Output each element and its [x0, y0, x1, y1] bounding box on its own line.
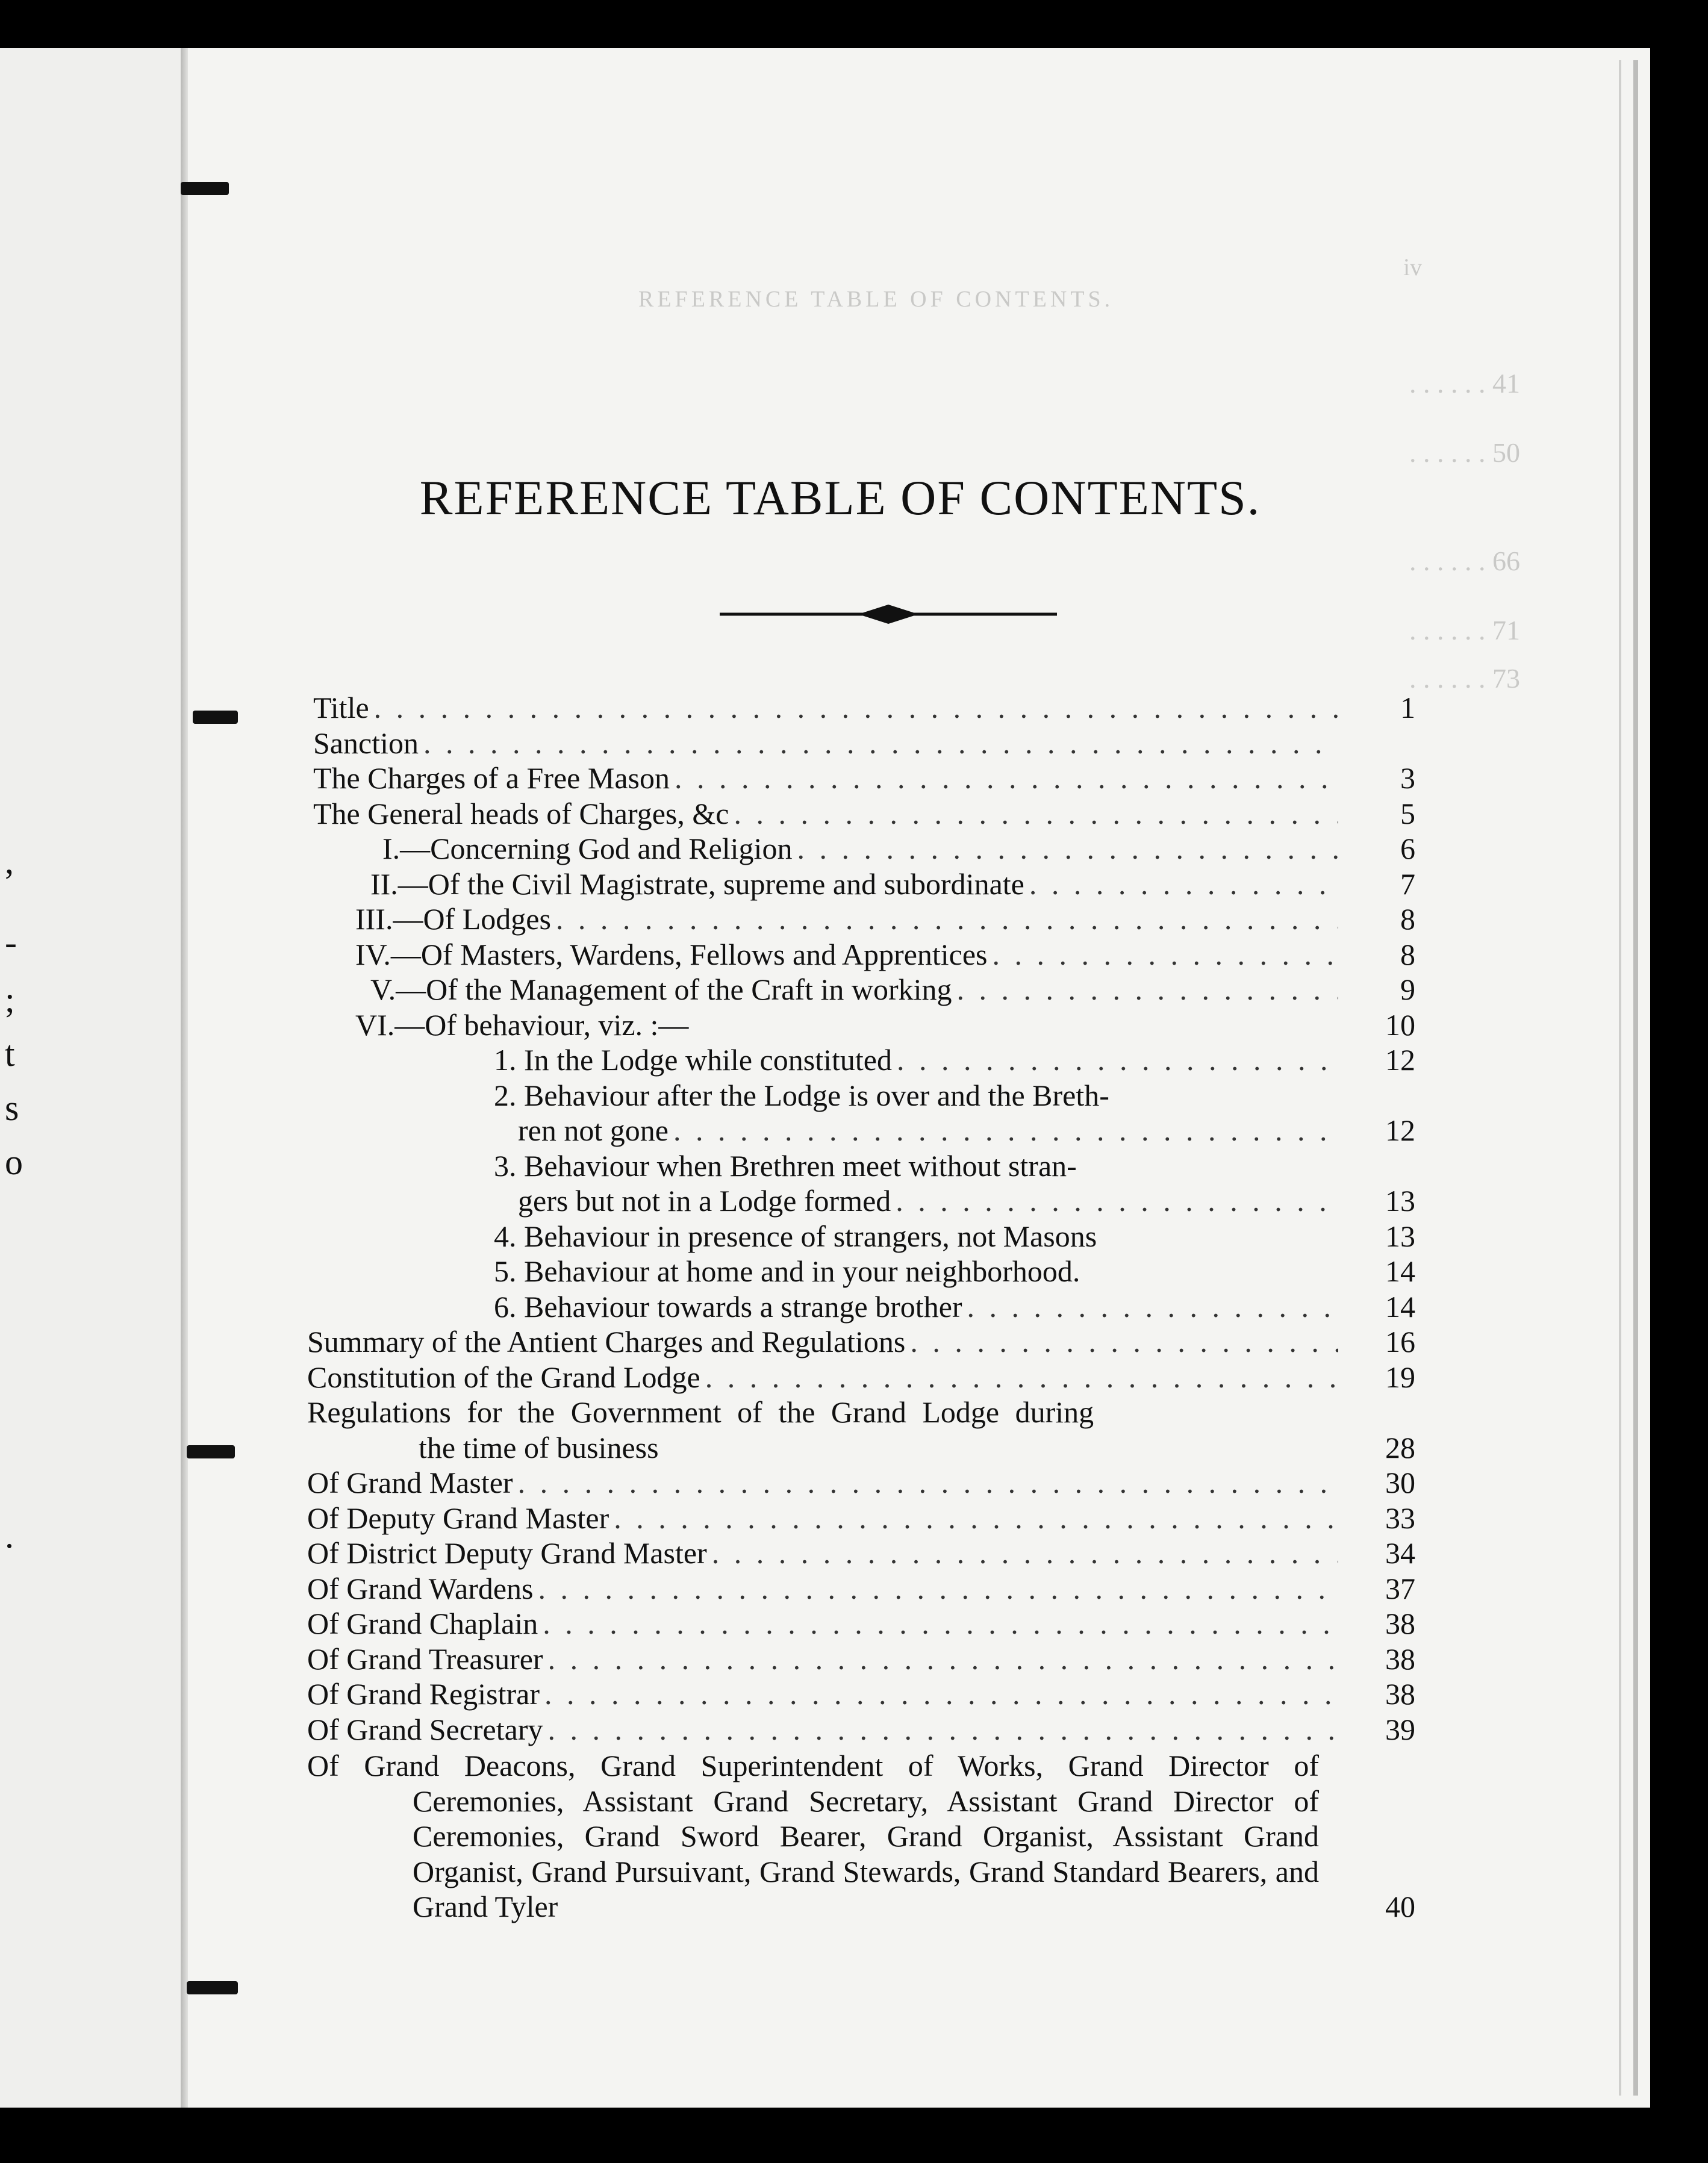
- page-edge-inner: [1619, 60, 1621, 2096]
- dot-leader: [797, 831, 1338, 867]
- toc-entry[interactable]: [307, 1501, 1421, 1536]
- toc-page-number: 40: [1385, 1890, 1415, 1923]
- toc-entry[interactable]: [313, 1254, 1421, 1289]
- toc-page-number: 8: [1400, 937, 1415, 971]
- toc-page-number: 13: [1385, 1184, 1415, 1218]
- toc-page-number: 12: [1385, 1113, 1415, 1147]
- margin-glyph: o: [5, 1142, 23, 1182]
- toc-entry-continuation[interactable]: [313, 1430, 1421, 1466]
- toc-entry-continuation[interactable]: [313, 1113, 1421, 1148]
- toc-entry[interactable]: [307, 1465, 1421, 1501]
- toc-page-number: 14: [1385, 1289, 1415, 1324]
- dot-leader: [548, 1642, 1338, 1677]
- toc-entry[interactable]: [313, 1219, 1421, 1254]
- dot-leader: [547, 1712, 1338, 1748]
- toc-entry-label: 5. Behaviour at home and in your neighborhood.: [494, 1254, 1080, 1288]
- toc-entry[interactable]: [313, 1042, 1421, 1078]
- toc-entry-label: Title: [313, 691, 369, 724]
- toc-entry-label: Of Grand Chaplain: [307, 1607, 538, 1640]
- toc-page-number: 6: [1400, 832, 1415, 865]
- binding-clip: [187, 1445, 235, 1458]
- toc-entry-label: the time of business: [419, 1430, 659, 1464]
- dot-leader: [734, 796, 1338, 832]
- dot-leader: [614, 1501, 1338, 1536]
- toc-entry-label: Of Grand Secretary: [307, 1712, 543, 1746]
- toc-entry[interactable]: [307, 1676, 1421, 1712]
- toc-entry[interactable]: [307, 1606, 1421, 1642]
- dot-leader: [910, 1324, 1338, 1360]
- toc-entry-label: III.—Of Lodges: [355, 902, 551, 936]
- margin-glyph: t: [5, 1034, 15, 1074]
- toc-entry-label: 4. Behaviour in presence of strangers, not Masons: [494, 1219, 1097, 1253]
- title-ornament-rule: [720, 596, 1057, 632]
- dot-leader: [544, 1676, 1338, 1712]
- toc-page-number: 7: [1400, 867, 1415, 901]
- toc-entry-label: VI.—Of behaviour, viz. :—: [355, 1007, 689, 1042]
- toc-page-number: 37: [1385, 1571, 1415, 1605]
- toc-page-number: 38: [1385, 1677, 1415, 1711]
- toc-entry-label: Of Grand Deacons, Grand Superintendent of Works, Grand Director of Ceremonies, Assistant Grand Secretary, Assistant Grand Director of Ceremonies, Grand Sword Bearer, Grand Organist, Assistant Grand Organist, Grand Pursuivant, Grand Stewards, Grand Standard Bearers, and Grand Tyler: [307, 1749, 1319, 1923]
- toc-page-number: 30: [1385, 1466, 1415, 1499]
- dot-leader: [538, 1571, 1339, 1607]
- toc-page-number: 34: [1385, 1536, 1415, 1570]
- toc-entry-label: gers but not in a Lodge formed: [518, 1184, 891, 1218]
- dot-leader: [543, 1606, 1338, 1642]
- toc-entry[interactable]: [313, 937, 1421, 973]
- scanned-page: , - ; t s o . iv REFERENCE TABLE OF CONTENTS. . . . . . . 41 . . . . . . 50 . . . . . . 66 . . . . . . 71 . . . . . . 73 REFERENCE TABLE OF CONTENTS. Title . . . 1 Sanction . . . The Charges of a Free Mason . . . 3 The General heads of Charges, &c . . . 5 I.—Concerning God and Religion . . . 6 II.—Of the Civil Magistrate, supreme and subordinate . . . 7 III.—Of Lodges . . . 8 IV.—Of Masters, Wardens, Fellows and Apprentices . . . 8 V.—Of the Management of the Craft in working . . . 9 VI.—Of behaviour, viz. :— 10 1. In the Lodge while constituted . . . 12 2. Behaviour after the Lodge is over and the Breth- ren not gone . . . 12 3. Behaviour when Brethren meet without stran- gers but not in a Lodge formed . . . 13 4. Behaviour in presence of strangers, not Masons 13 5. Behaviour at home and in your neighborhood. 14 6. Behaviour towards a strange brother . . . 14 Summary of the Antient Charges and Regulations . . . 16 Constitution of the Grand Lodge . . . 19 Regulations for the Government of the Grand Lodge during the time of business 28 Of Grand Master . . . 30 Of Deputy Grand Master . . . 33 Of District Deputy Grand Master . . . 34 Of Grand Wardens . . . 37 Of Grand Chaplain . . . 38 Of Grand Treasurer . . . 38 Of Grand Registrar . . . 38 Of Grand Secretary . . . 39 Of Grand Deacons, Grand Superintendent of Works, Grand Director of Ceremonies, Assistant Grand Secretary, Assistant Grand Director of Ceremonies, Grand Sword Bearer, Grand Organist, Assistant Grand Organist, Grand Pursuivant, Grand Stewards, Grand Standard Bearers, and Grand Tyler 40: [0, 48, 1650, 2108]
- binding-clip: [187, 1981, 238, 1994]
- toc-entry[interactable]: [313, 1289, 1421, 1325]
- toc-entry-label: 6. Behaviour towards a strange brother: [494, 1289, 962, 1324]
- toc-entry-label: Of Grand Wardens: [307, 1571, 534, 1605]
- dot-leader: [673, 1113, 1338, 1148]
- toc-entry-label: Of District Deputy Grand Master: [307, 1536, 707, 1570]
- dot-leader: [967, 1289, 1338, 1325]
- toc-page-number: 5: [1400, 796, 1415, 830]
- toc-entry[interactable]: [313, 972, 1421, 1007]
- margin-glyph: ;: [5, 980, 15, 1019]
- toc-entry-multiline[interactable]: [307, 1748, 1421, 1925]
- margin-glyph: -: [5, 923, 17, 962]
- toc-entry-label: 2. Behaviour after the Lodge is over and the Breth-: [494, 1078, 1109, 1112]
- margin-glyph: s: [5, 1088, 19, 1128]
- binding-clip: [181, 182, 229, 195]
- margin-glyph: .: [5, 1516, 14, 1555]
- toc-entry-continuation[interactable]: [313, 1183, 1421, 1219]
- dot-leader: [556, 901, 1338, 937]
- toc-page-number: 28: [1385, 1430, 1415, 1464]
- dot-leader: [518, 1465, 1338, 1501]
- toc-entry[interactable]: [307, 1571, 1421, 1607]
- page-title: REFERENCE TABLE OF CONTENTS.: [419, 470, 1261, 525]
- toc-entry-label: Summary of the Antient Charges and Regulations: [307, 1325, 906, 1358]
- toc-page-number: 9: [1400, 973, 1415, 1006]
- toc-entry-label: V.—Of the Management of the Craft in working: [370, 973, 952, 1006]
- toc-entry-label: Sanction: [313, 726, 419, 760]
- toc-entry-label: The General heads of Charges, &c: [313, 796, 729, 830]
- page-edge: [1633, 60, 1638, 2096]
- toc-entry[interactable]: [313, 690, 1421, 726]
- toc-entry[interactable]: [313, 1078, 1421, 1113]
- toc-entry[interactable]: [307, 1395, 1421, 1430]
- dot-leader: [957, 972, 1338, 1007]
- toc-entry-label: Regulations for the Government of the Grand Lodge during: [307, 1395, 1094, 1429]
- toc-page-number: 39: [1385, 1712, 1415, 1746]
- toc-entry-label: 1. In the Lodge while constituted: [494, 1043, 892, 1077]
- toc-page-number: 14: [1385, 1254, 1415, 1288]
- dot-leader: [896, 1183, 1338, 1219]
- toc-entry-label: IV.—Of Masters, Wardens, Fellows and Apprentices: [355, 937, 988, 971]
- toc-entry-label: Constitution of the Grand Lodge: [307, 1360, 700, 1394]
- dot-leader: [897, 1042, 1338, 1078]
- toc-entry-label: Of Grand Registrar: [307, 1677, 540, 1711]
- toc-entry[interactable]: [307, 1324, 1421, 1360]
- toc-page-number: 1: [1400, 691, 1415, 724]
- toc-entry[interactable]: [307, 1712, 1421, 1748]
- toc-entry[interactable]: [313, 867, 1421, 902]
- dot-leader: [374, 690, 1338, 726]
- toc-entry[interactable]: [313, 901, 1421, 937]
- toc-entry[interactable]: [313, 726, 1421, 761]
- dot-leader: [423, 726, 1338, 761]
- dot-leader: [712, 1536, 1338, 1571]
- dot-leader: [675, 761, 1338, 796]
- binding-clip: [193, 711, 238, 724]
- toc-page-number: 19: [1385, 1360, 1415, 1394]
- dot-leader: [993, 937, 1338, 973]
- toc-entry[interactable]: [307, 1360, 1421, 1395]
- binding-gutter: [181, 48, 188, 2108]
- toc-page-number: 8: [1400, 902, 1415, 936]
- toc-page-number: 38: [1385, 1642, 1415, 1676]
- toc-page-number: 10: [1385, 1007, 1415, 1042]
- toc-entry[interactable]: [313, 1007, 1421, 1043]
- toc-entry[interactable]: [307, 1642, 1421, 1677]
- toc-page-number: 3: [1400, 761, 1415, 795]
- dot-leader: [1029, 867, 1338, 902]
- toc-page-number: 33: [1385, 1501, 1415, 1535]
- dot-leader: [705, 1360, 1338, 1395]
- adjacent-page-strip: [0, 48, 184, 2108]
- table-of-contents: [307, 690, 1421, 1925]
- toc-entry[interactable]: [313, 796, 1421, 832]
- toc-page-number: 16: [1385, 1325, 1415, 1358]
- margin-glyph: ,: [5, 841, 14, 881]
- toc-entry-label: The Charges of a Free Mason: [313, 761, 670, 795]
- toc-entry-label: Of Grand Treasurer: [307, 1642, 543, 1676]
- toc-entry-label: 3. Behaviour when Brethren meet without stran-: [494, 1148, 1077, 1183]
- toc-entry[interactable]: [313, 1148, 1421, 1184]
- toc-entry[interactable]: [313, 761, 1421, 796]
- toc-entry-label: ren not gone: [518, 1113, 669, 1147]
- toc-entry[interactable]: [313, 831, 1421, 867]
- toc-page-number: 13: [1385, 1219, 1415, 1253]
- toc-entry-label: Of Grand Master: [307, 1466, 513, 1499]
- toc-page-number: 12: [1385, 1043, 1415, 1077]
- toc-page-number: 38: [1385, 1607, 1415, 1640]
- toc-entry-label: Of Deputy Grand Master: [307, 1501, 609, 1535]
- toc-entry-label: II.—Of the Civil Magistrate, supreme and subordinate: [370, 867, 1024, 901]
- toc-entry[interactable]: [307, 1536, 1421, 1571]
- toc-entry-label: I.—Concerning God and Religion: [382, 832, 793, 865]
